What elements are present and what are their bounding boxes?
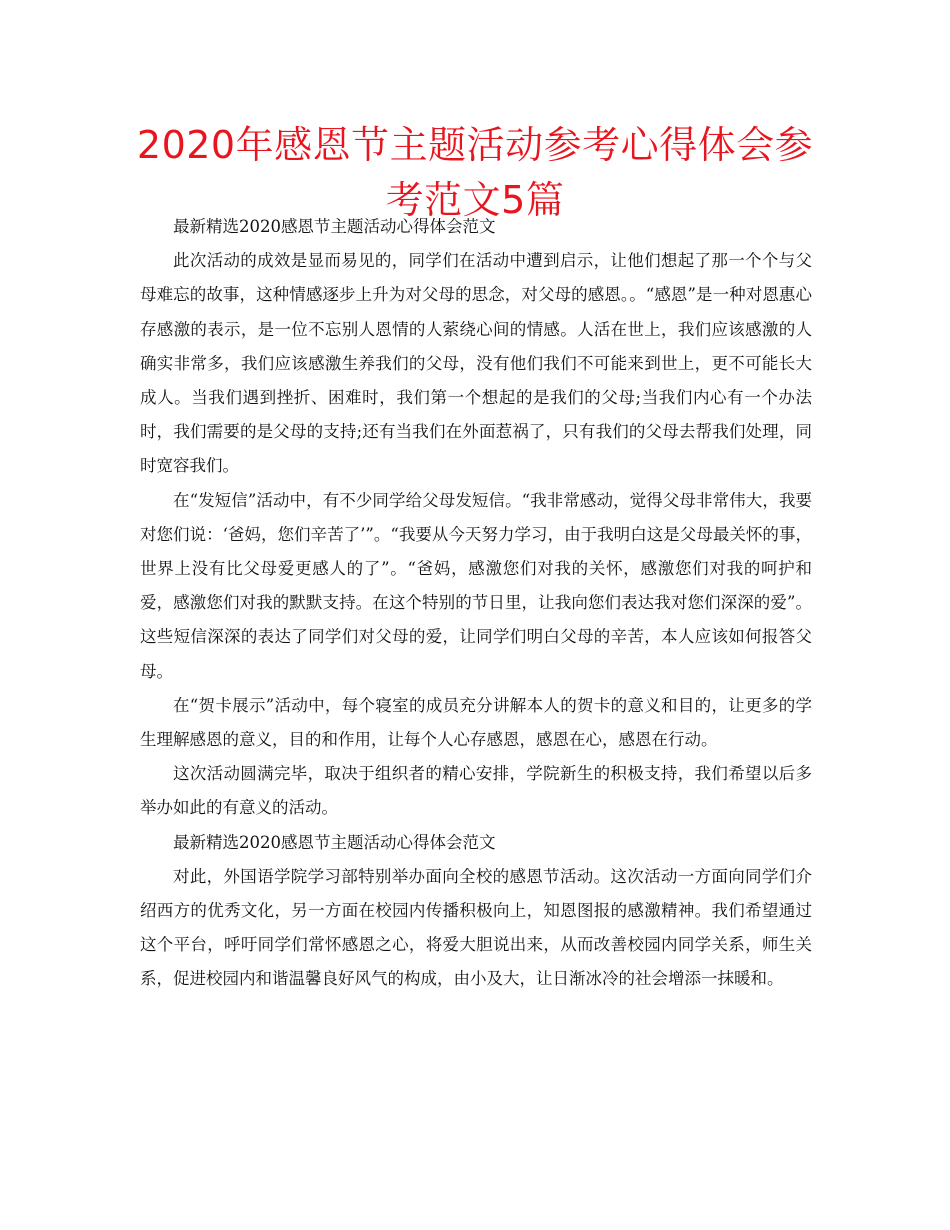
document-title: 2020年感恩节主题活动参考心得体会参考范文5篇: [136, 123, 814, 222]
document-body: [140, 210, 812, 997]
paragraph: 在“发短信”活动中，有不少同学给父母发短信。“我非常感动，觉得父母非常伟大，我要对您们说：‘爸妈，您们辛苦了’”。“我要从今天努力学习，由于我明白这是父母最关怀的事，世界上没有比父母爱更感人的了”。“爸妈，感激您们对我的关怀，感激您们对我的呵护和爱，感激您们对我的默默支持。在这个特别的节日里，让我向您们表达我对您们深深的爱”。这些短信深深的表达了同学们对父母的爱，让同学们明白父母的辛苦，本人应该如何报答父母。: [140, 490, 812, 681]
paragraph: 这次活动圆满完毕，取决于组织者的精心安排，学院新生的积极支持，我们希望以后多举办如此的有意义的活动。: [140, 764, 812, 818]
paragraph-subheading-1: 最新精选2020感恩节主题活动心得体会范文: [173, 217, 496, 236]
paragraph: 在“贺卡展示”活动中，每个寝室的成员充分讲解本人的贺卡的意义和目的，让更多的学生理解感恩的意义，目的和作用，让每个人心存感恩，感恩在心，感恩在行动。: [140, 695, 812, 750]
paragraph-subheading-2: 最新精选2020感恩节主题活动心得体会范文: [173, 832, 496, 852]
paragraph: 此次活动的成效是显而易见的，同学们在活动中遭到启示，让他们想起了那一个个与父母难忘的故事，这种情感逐步上升为对父母的思念，对父母的感恩。。“感恩”是一种对恩惠心存感激的表示，是一位不忘别人恩情的人萦绕心间的情感。人活在世上，我们应该感激的人确实非常多，我们应该感激生养我们的父母，没有他们我们不可能来到世上，更不可能长大成人。当我们遇到挫折、困难时，我们第一个想起的是我们的父母;当我们内心有一个办法时，我们需要的是父母的支持;还有当我们在外面惹祸了，只有我们的父母去帮我们处理，同时宽容我们。: [140, 251, 812, 476]
paragraph: 对此，外国语学院学习部特别举办面向全校的感恩节活动。这次活动一方面向同学们介绍西方的优秀文化，另一方面在校园内传播积极向上，知恩图报的感激精神。我们希望通过这个平台，呼吁同学们常怀感恩之心，将爱大胆说出来，从而改善校园内同学关系，师生关系，促进校园内和谐温馨良好风气的构成，由小及大，让日渐冰冷的社会增添一抹暖和。: [140, 866, 812, 989]
